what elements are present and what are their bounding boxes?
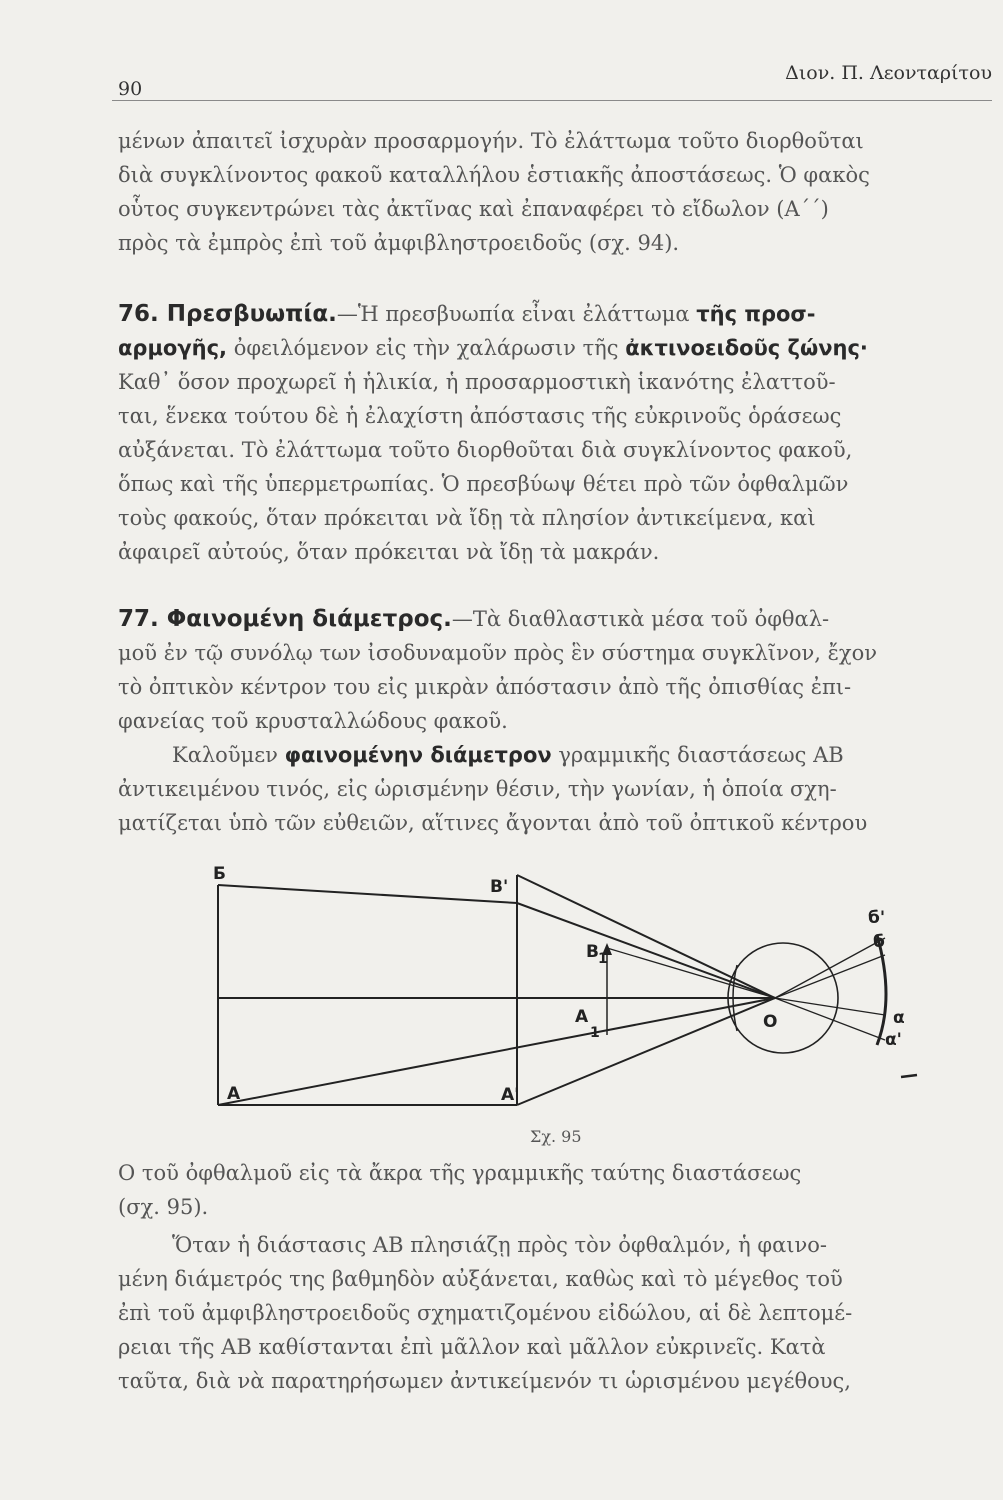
label-b-retina: б (873, 932, 885, 952)
ray-o-a-prime (775, 998, 885, 1040)
running-head: Διον. Π. Λεονταρίτου (785, 62, 992, 84)
text-line: πρὸς τὰ ἐμπρὸς ἐπὶ τοῦ ἀμφιβληστροειδοῦς (σχ. 94). (118, 231, 680, 255)
text-line: ἐπὶ τοῦ ἀμφιβληστροειδοῦς σχηματιζομένου εἰδώλου, αἱ δὲ λεπτομέ- (118, 1301, 853, 1325)
ray-b-prime-o (517, 875, 775, 998)
ray-a-o (218, 998, 778, 1105)
text-line: διὰ συγκλίνοντος φακοῦ καταλλήλου ἑστιακῆς ἀποστάσεως. Ὁ φακὸς (118, 163, 870, 187)
optics-diagram (205, 855, 925, 1135)
section-76-second-line (118, 331, 978, 365)
ray-o-b (775, 955, 885, 998)
definition-first-line (118, 738, 978, 772)
text-line: οὗτος συγκεντρώνει τὰς ἀκτῖνας καὶ ἐπαναφέρει τὸ εἴδωλον (Α΄΄) (118, 197, 829, 221)
page-number: 90 (118, 78, 143, 100)
text-fragment: —Ἡ πρεσβυωπία εἶναι ἐλάττωμα (336, 302, 697, 326)
label-a-far: A (227, 1084, 241, 1104)
text-fragment: —Τὰ διαθλαστικὰ μέσα τοῦ ὀφθαλ- (451, 607, 830, 631)
bold-term: φαινομένην διάμετρον (284, 743, 552, 767)
text-fragment: ὀφειλόμενον εἰς τὴν χαλάρωσιν τῆς (227, 336, 626, 360)
text-line: τὸ ὀπτικὸν κέντρον του εἰς μικρὰν ἀπόστασιν ἀπὸ τῆς ὀπισθίας ἐπι- (118, 675, 852, 699)
bold-term: τῆς προσ- (696, 302, 816, 326)
label-a1-subscript: 1 (590, 1025, 600, 1041)
label-a-prime-retina: α' (885, 1030, 902, 1050)
bold-term: αρμογῆς, (118, 336, 228, 360)
label-a-prime: A' (501, 1085, 520, 1105)
ray-b-o (517, 903, 775, 998)
label-b1: B (586, 942, 599, 962)
section-77 (118, 602, 978, 840)
text-line: Ο τοῦ ὀφθαλμοῦ εἰς τὰ ἄκρα τῆς γραμμικῆς ταύτης διαστάσεως (118, 1161, 802, 1185)
text-fragment: γραμμικῆς διαστάσεως ΑΒ (551, 743, 844, 767)
text-line: (σχ. 95). (118, 1195, 209, 1219)
figure-caption: Σχ. 95 (530, 1127, 582, 1146)
text-line: ματίζεται ὑπὸ τῶν εὐθειῶν, αἵτινες ἄγονται ἀπὸ τοῦ ὀπτικοῦ κέντρου (118, 811, 868, 835)
section-76-first-line (118, 297, 978, 331)
text-line: ταῦτα, διὰ νὰ παρατηρήσωμεν ἀντικείμενόν τι ὡρισμένου μεγέθους, (118, 1369, 851, 1393)
paragraph-1 (118, 124, 978, 260)
label-b-far: Ƃ (213, 864, 226, 884)
section-77-first-line (118, 602, 978, 636)
ray-o-a (775, 998, 885, 1015)
text-line: ται, ἕνεκα τούτου δὲ ἡ ἐλαχίστη ἀπόστασις τῆς εὐκρινοῦς ὁράσεως (118, 404, 842, 428)
text-line: ἀντικειμένου τινός, εἰς ὡρισμένην θέσιν, τὴν γωνίαν, ἡ ὁποία σχη- (118, 777, 837, 801)
text-line: Ὅταν ἡ διάστασις ΑΒ πλησιάζῃ πρὸς τὸν ὀφθαλμόν, ἡ φαινο- (172, 1233, 827, 1257)
text-line: μοῦ ἐν τῷ συνόλῳ των ἰσοδυναμοῦν πρὸς ἓν σύστημα συγκλῖνον, ἔχον (118, 641, 878, 665)
text-line: αὐξάνεται. Τὸ ἐλάττωμα τοῦτο διορθοῦται διὰ συγκλίνοντος φακοῦ, (118, 438, 853, 462)
label-b-prime: B' (490, 877, 509, 897)
far-ray-top (218, 885, 517, 903)
label-o: O (763, 1012, 778, 1032)
text-line: ἀφαιρεῖ αὐτούς, ὅταν πρόκειται νὰ ἴδῃ τὰ μακράν. (118, 540, 660, 564)
label-a-retina: α (893, 1008, 905, 1028)
paragraph-after-figure (118, 1156, 978, 1224)
section-76 (118, 297, 978, 569)
section-77-title: 77. Φαινομένη διάμετρος. (118, 606, 452, 632)
text-line: ὅπως καὶ τῆς ὑπερμετρωπίας. Ὁ πρεσβύωψ θέτει πρὸ τῶν ὀφθαλμῶν (118, 472, 849, 496)
text-line: μένη διάμετρός της βαθμηδὸν αὐξάνεται, καθὼς καὶ τὸ μέγεθος τοῦ (118, 1267, 843, 1291)
text-line: μένων ἀπαιτεῖ ἰσχυρὰν προσαρμογήν. Τὸ ἐλάττωμα τοῦτο διορθοῦται (118, 129, 864, 153)
text-fragment: Καλοῦμεν (172, 743, 285, 767)
page-header (112, 60, 992, 101)
text-line: φανείας τοῦ κρυσταλλώδους φακοῦ. (118, 709, 508, 733)
text-line: ρειαι τῆς ΑΒ καθίστανται ἐπὶ μᾶλλον καὶ μᾶλλον εὐκρινεῖς. Κατὰ (118, 1335, 826, 1359)
label-b-prime-retina: б' (868, 908, 886, 928)
label-b1-subscript: 1 (598, 951, 608, 967)
paragraph-last (118, 1228, 978, 1398)
text-line: τοὺς φακούς, ὅταν πρόκειται νὰ ἴδῃ τὰ πλησίον ἀντικείμενα, καὶ (118, 506, 816, 530)
figure-95 (205, 855, 925, 1135)
label-a1: A (575, 1007, 589, 1027)
text-line: Καθ᾽ ὅσον προχωρεῖ ἡ ἡλικία, ἡ προσαρμοστικὴ ἱκανότης ἐλαττοῦ- (118, 370, 836, 394)
ray-a-prime-o (517, 998, 778, 1105)
ray-b1-o (607, 948, 775, 998)
margin-mark (901, 1075, 917, 1077)
bold-term: ἀκτινοειδοῦς ζώνης· (625, 336, 868, 360)
ray-o-b-prime (775, 938, 885, 998)
section-76-title: 76. Πρεσβυωπία. (118, 301, 337, 327)
